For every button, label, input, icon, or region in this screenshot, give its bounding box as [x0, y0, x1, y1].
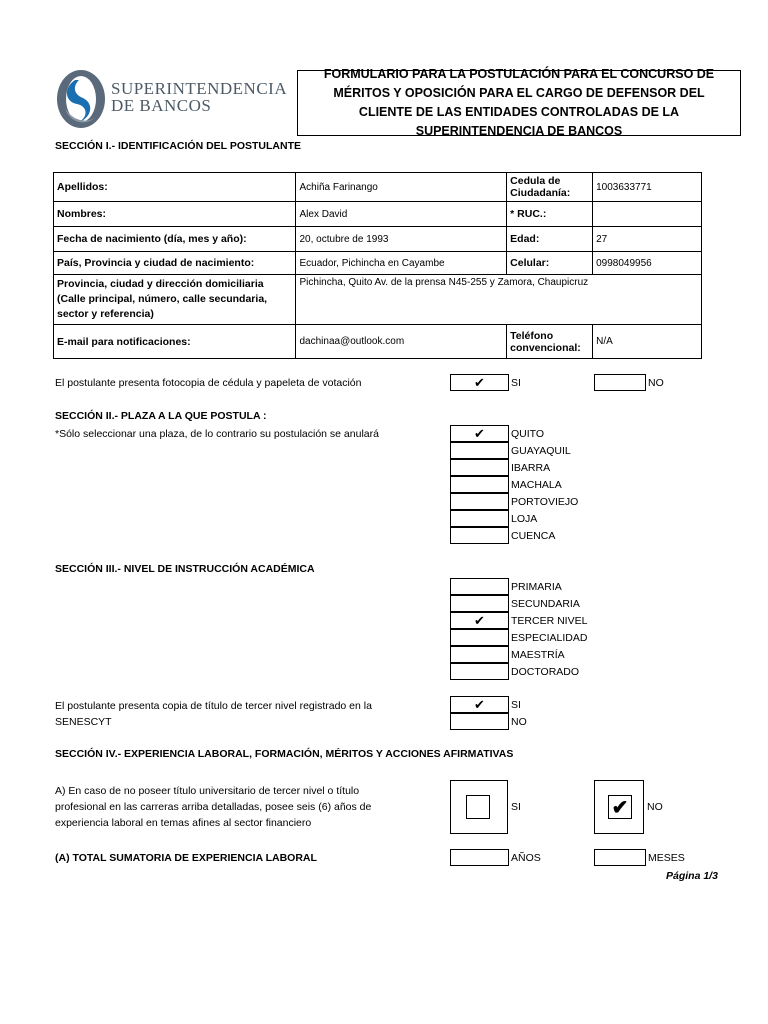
table-row — [54, 202, 702, 227]
label-edad: Edad: — [507, 227, 593, 252]
form-title: FORMULARIO PARA LA POSTULACIÓN PARA EL CONCURSO DE MÉRITOS Y OPOSICIÓN PARA EL CARGO DE DEFENSOR DEL CLIENTE DE LAS ENTIDADES CONTROLADAS DE LA SUPERINTENDENCIA DE BANCOS — [297, 70, 741, 136]
label-ruc: * RUC.: — [507, 202, 593, 227]
plaza-machala-label: MACHALA — [511, 479, 562, 491]
nivel-especialidad-checkbox[interactable] — [450, 629, 509, 646]
nivel-doctorado-label: DOCTORADO — [511, 666, 580, 678]
cedula-no-label: NO — [648, 377, 664, 389]
lugar-nacimiento-field[interactable]: Ecuador, Pichincha en Cayambe — [296, 252, 507, 275]
section1-title: SECCIÓN I.- IDENTIFICACIÓN DEL POSTULANTE — [55, 140, 301, 152]
table-row — [54, 275, 702, 325]
logo-line2: DE BANCOS — [111, 96, 212, 115]
senescyt-si-label: SI — [511, 699, 521, 711]
apellidos-field[interactable]: Achiña Farinango — [296, 173, 507, 202]
senescyt-no-checkbox[interactable] — [450, 713, 509, 730]
plaza-quito-label: QUITO — [511, 428, 545, 440]
table-row — [54, 173, 702, 202]
celular-field[interactable]: 0998049956 — [593, 252, 702, 275]
telefono-field[interactable]: N/A — [593, 325, 702, 359]
identification-table — [53, 172, 702, 359]
page-number: Página 1/3 — [666, 870, 718, 882]
cedula-si-label: SI — [511, 377, 521, 389]
plaza-loja-label: LOJA — [511, 513, 538, 525]
plaza-loja-checkbox[interactable] — [450, 510, 509, 527]
nivel-secundaria-label: SECUNDARIA — [511, 598, 580, 610]
nivel-doctorado-checkbox[interactable] — [450, 663, 509, 680]
nivel-especialidad-label: ESPECIALIDAD — [511, 632, 588, 644]
nivel-tercer-label: TERCER NIVEL — [511, 615, 588, 627]
table-row — [54, 252, 702, 275]
nombres-field[interactable]: Alex David — [296, 202, 507, 227]
senescyt-no-label: NO — [511, 716, 527, 728]
senescyt-question: El postulante presenta copia de título de tercer nivel registrado en la SENESCYT — [55, 700, 372, 728]
label-nombres: Nombres: — [54, 202, 296, 227]
nivel-maestria-checkbox[interactable] — [450, 646, 509, 663]
question-a: A) En caso de no poseer título universitario de tercer nivel o título profesional en las carreras arriba detalladas, posee seis (6) años de experiencia laboral en temas afines al sector financiero — [55, 785, 372, 829]
cedula-question: El postulante presenta fotocopia de cédula y papeleta de votación — [55, 377, 362, 389]
label-telefono: Teléfono convencional: — [507, 325, 593, 359]
label-cedula: Cedula de Ciudadanía: — [507, 173, 593, 202]
table-row — [54, 325, 702, 359]
plaza-cuenca-label: CUENCA — [511, 530, 556, 542]
question-a-si-label: SI — [511, 801, 521, 813]
plaza-portoviejo-label: PORTOVIEJO — [511, 496, 579, 508]
question-a-no-label: NO — [647, 801, 663, 813]
plaza-guayaquil-checkbox[interactable] — [450, 442, 509, 459]
label-celular: Celular: — [507, 252, 593, 275]
plaza-portoviejo-checkbox[interactable] — [450, 493, 509, 510]
cedula-no-checkbox[interactable] — [594, 374, 646, 391]
senescyt-si-checkbox[interactable]: ✔ — [450, 696, 509, 713]
plaza-ibarra-checkbox[interactable] — [450, 459, 509, 476]
label-apellidos: Apellidos: — [54, 173, 296, 202]
cedula-field[interactable]: 1003633771 — [593, 173, 702, 202]
edad-field[interactable]: 27 — [593, 227, 702, 252]
cedula-si-checkbox[interactable]: ✔ — [450, 374, 509, 391]
nivel-maestria-label: MAESTRÍA — [511, 649, 565, 661]
section4-title: SECCIÓN IV.- EXPERIENCIA LABORAL, FORMACIÓN, MÉRITOS Y ACCIONES AFIRMATIVAS — [55, 748, 514, 760]
section2-note: *Sólo seleccionar una plaza, de lo contrario su postulación se anulará — [55, 428, 379, 440]
months-label: MESES — [648, 852, 685, 864]
logo-emblem-icon — [55, 68, 107, 130]
label-fecha-nacimiento: Fecha de nacimiento (día, mes y año): — [54, 227, 296, 252]
plaza-quito-checkbox[interactable]: ✔ — [450, 425, 509, 442]
section2-title: SECCIÓN II.- PLAZA A LA QUE POSTULA : — [55, 410, 267, 422]
plaza-ibarra-label: IBARRA — [511, 462, 551, 474]
nivel-primaria-checkbox[interactable] — [450, 578, 509, 595]
question-a-si-checkbox[interactable] — [466, 795, 490, 819]
table-row — [54, 227, 702, 252]
years-input[interactable] — [450, 849, 509, 866]
label-lugar-nacimiento: País, Provincia y ciudad de nacimiento: — [54, 252, 296, 275]
nivel-secundaria-checkbox[interactable] — [450, 595, 509, 612]
question-a-no-box — [594, 780, 644, 834]
years-label: AÑOS — [511, 852, 541, 864]
months-input[interactable] — [594, 849, 646, 866]
plaza-guayaquil-label: GUAYAQUIL — [511, 445, 571, 457]
total-experience-label: (A) TOTAL SUMATORIA DE EXPERIENCIA LABORAL — [55, 852, 317, 864]
ruc-field[interactable] — [593, 202, 702, 227]
fecha-nacimiento-field[interactable]: 20, octubre de 1993 — [296, 227, 507, 252]
email-field[interactable]: dachinaa@outlook.com — [296, 325, 507, 359]
section3-title: SECCIÓN III.- NIVEL DE INSTRUCCIÓN ACADÉMICA — [55, 563, 315, 575]
logo — [55, 68, 288, 130]
nivel-primaria-label: PRIMARIA — [511, 581, 562, 593]
plaza-machala-checkbox[interactable] — [450, 476, 509, 493]
nivel-tercer-checkbox[interactable]: ✔ — [450, 612, 509, 629]
label-direccion: Provincia, ciudad y dirección domiciliaria (Calle principal, número, calle secundaria, sector y referencia) — [54, 275, 296, 325]
question-a-no-checkbox[interactable]: ✔ — [608, 795, 632, 819]
logo-line1: SUPERINTENDENCIA — [111, 79, 288, 98]
direccion-field[interactable]: Pichincha, Quito Av. de la prensa N45-255 y Zamora, Chaupicruz — [296, 275, 702, 325]
question-a-si-box — [450, 780, 508, 834]
plaza-cuenca-checkbox[interactable] — [450, 527, 509, 544]
label-email: E-mail para notificaciones: — [54, 325, 296, 359]
